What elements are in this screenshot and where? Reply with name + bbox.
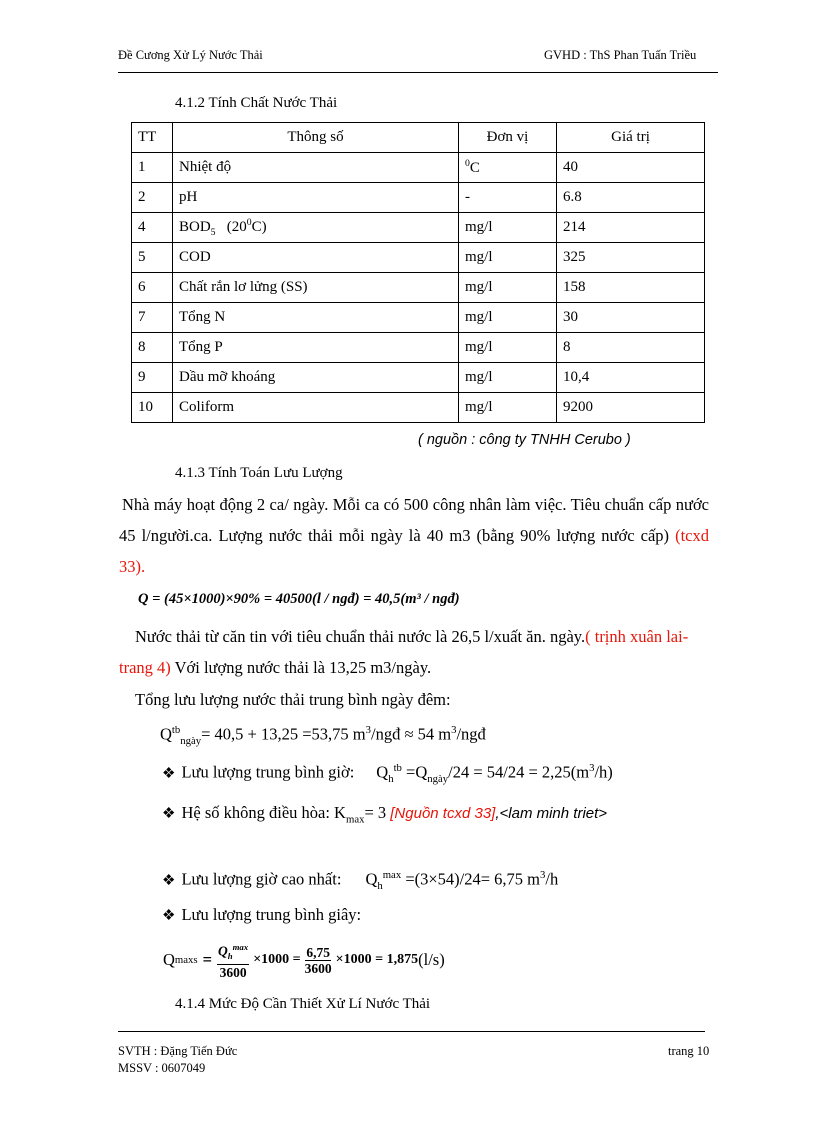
reference-tcxd: (tcxd 33). — [119, 526, 709, 576]
equals-sign: = — [202, 950, 212, 970]
superscript-s: s — [193, 954, 198, 967]
superscript-tb: tb — [171, 724, 181, 736]
cell-tt: 9 — [132, 363, 173, 393]
reference-trinh-xuan-lai: ( trịnh xuân lai-trang 4) — [119, 627, 689, 677]
col-header-value: Giá trị — [557, 123, 705, 153]
subscript-h: h — [227, 951, 233, 962]
expression: =Q — [401, 762, 428, 782]
cell-tt: 5 — [132, 243, 173, 273]
formula-qtb-day — [160, 724, 486, 747]
numerator: 6,75 — [306, 944, 330, 960]
expression: = 40,5 + 13,25 =53,75 m — [201, 724, 366, 744]
cell-value: 8 — [557, 333, 705, 363]
cell-unit: - — [459, 183, 557, 213]
col-header-param: Thông số — [173, 123, 459, 153]
cell-value: 40 — [557, 153, 705, 183]
diamond-bullet-icon: ❖ — [162, 908, 176, 924]
header-advisor: GVHD : ThS Phan Tuấn Triều — [544, 48, 697, 62]
bullet-label: Lưu lượng giờ cao nhất: — [181, 869, 342, 889]
param-tail-post: C) — [251, 219, 267, 235]
cell-unit: mg/l — [459, 303, 557, 333]
table-row — [132, 363, 705, 393]
superscript-max: max — [232, 942, 249, 952]
bullet-peak-hour — [162, 869, 558, 892]
cell-value: 6.8 — [557, 183, 705, 213]
superscript-max: max — [382, 869, 402, 881]
col-header-unit: Đơn vị — [459, 123, 557, 153]
superscript-tb: tb — [393, 762, 402, 774]
table-row — [132, 183, 705, 213]
section-heading-412: 4.1.2 Tính Chất Nước Thải — [175, 95, 338, 111]
cell-tt: 4 — [132, 213, 173, 243]
table-header-row — [132, 123, 705, 153]
cell-value: 30 — [557, 303, 705, 333]
cell-value: 214 — [557, 213, 705, 243]
subscript-max: max — [345, 813, 365, 826]
unit-h: /h — [545, 869, 559, 889]
expression: =(3×54)/24= 6,75 m — [401, 869, 541, 889]
subscript-ngay: ngày — [427, 772, 449, 785]
fraction-675-3600 — [305, 945, 332, 976]
cell-value: 10,4 — [557, 363, 705, 393]
parameters-table — [131, 122, 705, 423]
param-tail-pre: (20 — [226, 219, 247, 235]
symbol-q: Q — [160, 724, 172, 744]
footer-student-id: MSSV : 0607049 — [118, 1061, 206, 1075]
table-row — [132, 153, 705, 183]
diamond-bullet-icon: ❖ — [162, 806, 176, 822]
footer-rule — [118, 1031, 705, 1032]
subscript-h: h — [388, 772, 394, 785]
unit-ngd: /ngđ — [456, 724, 486, 744]
cell-param: Dầu mỡ khoáng — [173, 363, 459, 393]
cell-value: 158 — [557, 273, 705, 303]
param-tail-superscript: 0 — [246, 217, 252, 228]
paragraph-canteen — [119, 621, 709, 683]
table-row — [132, 213, 705, 243]
cell-param: COD — [173, 243, 459, 273]
header-rule — [118, 72, 718, 73]
diamond-bullet-icon: ❖ — [162, 872, 176, 889]
cell-tt: 1 — [132, 153, 173, 183]
cell-unit: mg/l — [459, 243, 557, 273]
bullet-label: Lưu lượng trung bình giây: — [181, 905, 362, 924]
param-main: BOD — [179, 219, 211, 235]
reference-lam-minh-triet: ,<lam minh triet> — [495, 805, 608, 822]
formula-q: Q = (45×1000)×90% = 40500(l / ngđ) = 40,5(m³ / ngđ) — [138, 591, 460, 607]
numerator-q: Q — [217, 943, 228, 959]
cell-unit: mg/l — [459, 213, 557, 243]
paragraph-text-tail: Với lượng nước thải là 13,25 m3/ngày. — [170, 658, 432, 677]
cell-param: Chất rắn lơ lửng (SS) — [173, 273, 459, 303]
cell-unit: mg/l — [459, 273, 557, 303]
cell-param: pH — [173, 183, 459, 213]
denominator: 3600 — [219, 965, 247, 981]
bullet-per-second — [162, 905, 361, 925]
unit-superscript: 0 — [465, 158, 470, 169]
subscript-max: max — [174, 954, 194, 967]
cell-unit: mg/l — [459, 363, 557, 393]
subscript-ngay: ngày — [180, 734, 202, 747]
cell-tt: 7 — [132, 303, 173, 333]
multiplier: ×1000 = — [253, 952, 301, 968]
cell-param — [173, 213, 459, 243]
cell-param: Tổng N — [173, 303, 459, 333]
superscript-3: 3 — [540, 869, 546, 881]
symbol-q: Q — [365, 869, 378, 889]
symbol-q: Q — [376, 762, 389, 782]
cell-tt: 8 — [132, 333, 173, 363]
bullet-nonuniformity-coefficient — [162, 798, 662, 834]
cell-value: 325 — [557, 243, 705, 273]
header-doc-title: Đề Cương Xử Lý Nước Thải — [118, 48, 263, 62]
result: ×1000 = 1,875 — [335, 952, 419, 968]
table-row — [132, 303, 705, 333]
table-source-note: ( nguồn : công ty TNHH Cerubo ) — [418, 432, 631, 448]
unit-h: /h) — [594, 762, 613, 782]
cell-param: Coliform — [173, 393, 459, 423]
cell-param: Tổng P — [173, 333, 459, 363]
reference-tcxd-33: [Nguồn tcxd 33] — [390, 805, 496, 822]
unit-ls: (l/s) — [418, 950, 445, 970]
cell-tt: 2 — [132, 183, 173, 213]
table-row — [132, 243, 705, 273]
section-heading-414: 4.1.4 Mức Độ Cần Thiết Xử Lí Nước Thải — [175, 996, 431, 1012]
fraction-qhmax-3600 — [217, 940, 249, 980]
cell-value: 9200 — [557, 393, 705, 423]
table-row — [132, 393, 705, 423]
paragraph-factory-usage — [119, 489, 709, 582]
symbol-q: Q — [163, 950, 175, 970]
expression-tail: /ngđ ≈ 54 m — [370, 724, 452, 744]
paragraph-text: Nhà máy hoạt động 2 ca/ ngày. Mỗi ca có 500 công nhân làm việc. Tiêu chuẩn cấp nước 45 l/người.ca. Lượng nước thải mỗi ngày là 40 m3 (bằng 90% lượng nước cấp) — [119, 495, 709, 545]
superscript-3: 3 — [451, 724, 457, 736]
bullet-label: Hệ số không điều hòa: K — [181, 803, 346, 822]
paragraph-total-flow: Tổng lưu lượng nước thải trung bình ngày đêm: — [135, 690, 451, 709]
section-heading-413: 4.1.3 Tính Toán Lưu Lượng — [175, 465, 343, 481]
footer-student-name: SVTH : Đặng Tiến Đức — [118, 1044, 238, 1058]
bullet-label: Lưu lượng trung bình giờ: — [181, 762, 355, 782]
table-row — [132, 273, 705, 303]
superscript-3: 3 — [365, 724, 371, 736]
diamond-bullet-icon: ❖ — [162, 765, 176, 782]
param-subscript: 5 — [210, 227, 216, 238]
footer-page-number: trang 10 — [668, 1044, 710, 1058]
coefficient-value: = 3 — [364, 803, 391, 822]
paragraph-text: Nước thải từ căn tin với tiêu chuẩn thải nước là 26,5 l/xuất ăn. ngày. — [135, 627, 586, 646]
cell-unit: mg/l — [459, 393, 557, 423]
denominator: 3600 — [304, 960, 332, 976]
formula-qmax-s — [163, 940, 445, 980]
subscript-h: h — [377, 879, 383, 892]
cell-tt: 6 — [132, 273, 173, 303]
table-row — [132, 333, 705, 363]
cell-tt: 10 — [132, 393, 173, 423]
expression-tail: /24 = 54/24 = 2,25(m — [448, 762, 590, 782]
cell-unit — [459, 153, 557, 183]
bullet-hourly-average — [162, 762, 613, 785]
superscript-3: 3 — [589, 762, 595, 774]
unit-text: C — [469, 160, 480, 176]
cell-param: Nhiệt độ — [173, 153, 459, 183]
cell-unit: mg/l — [459, 333, 557, 363]
col-header-tt: TT — [132, 123, 173, 153]
